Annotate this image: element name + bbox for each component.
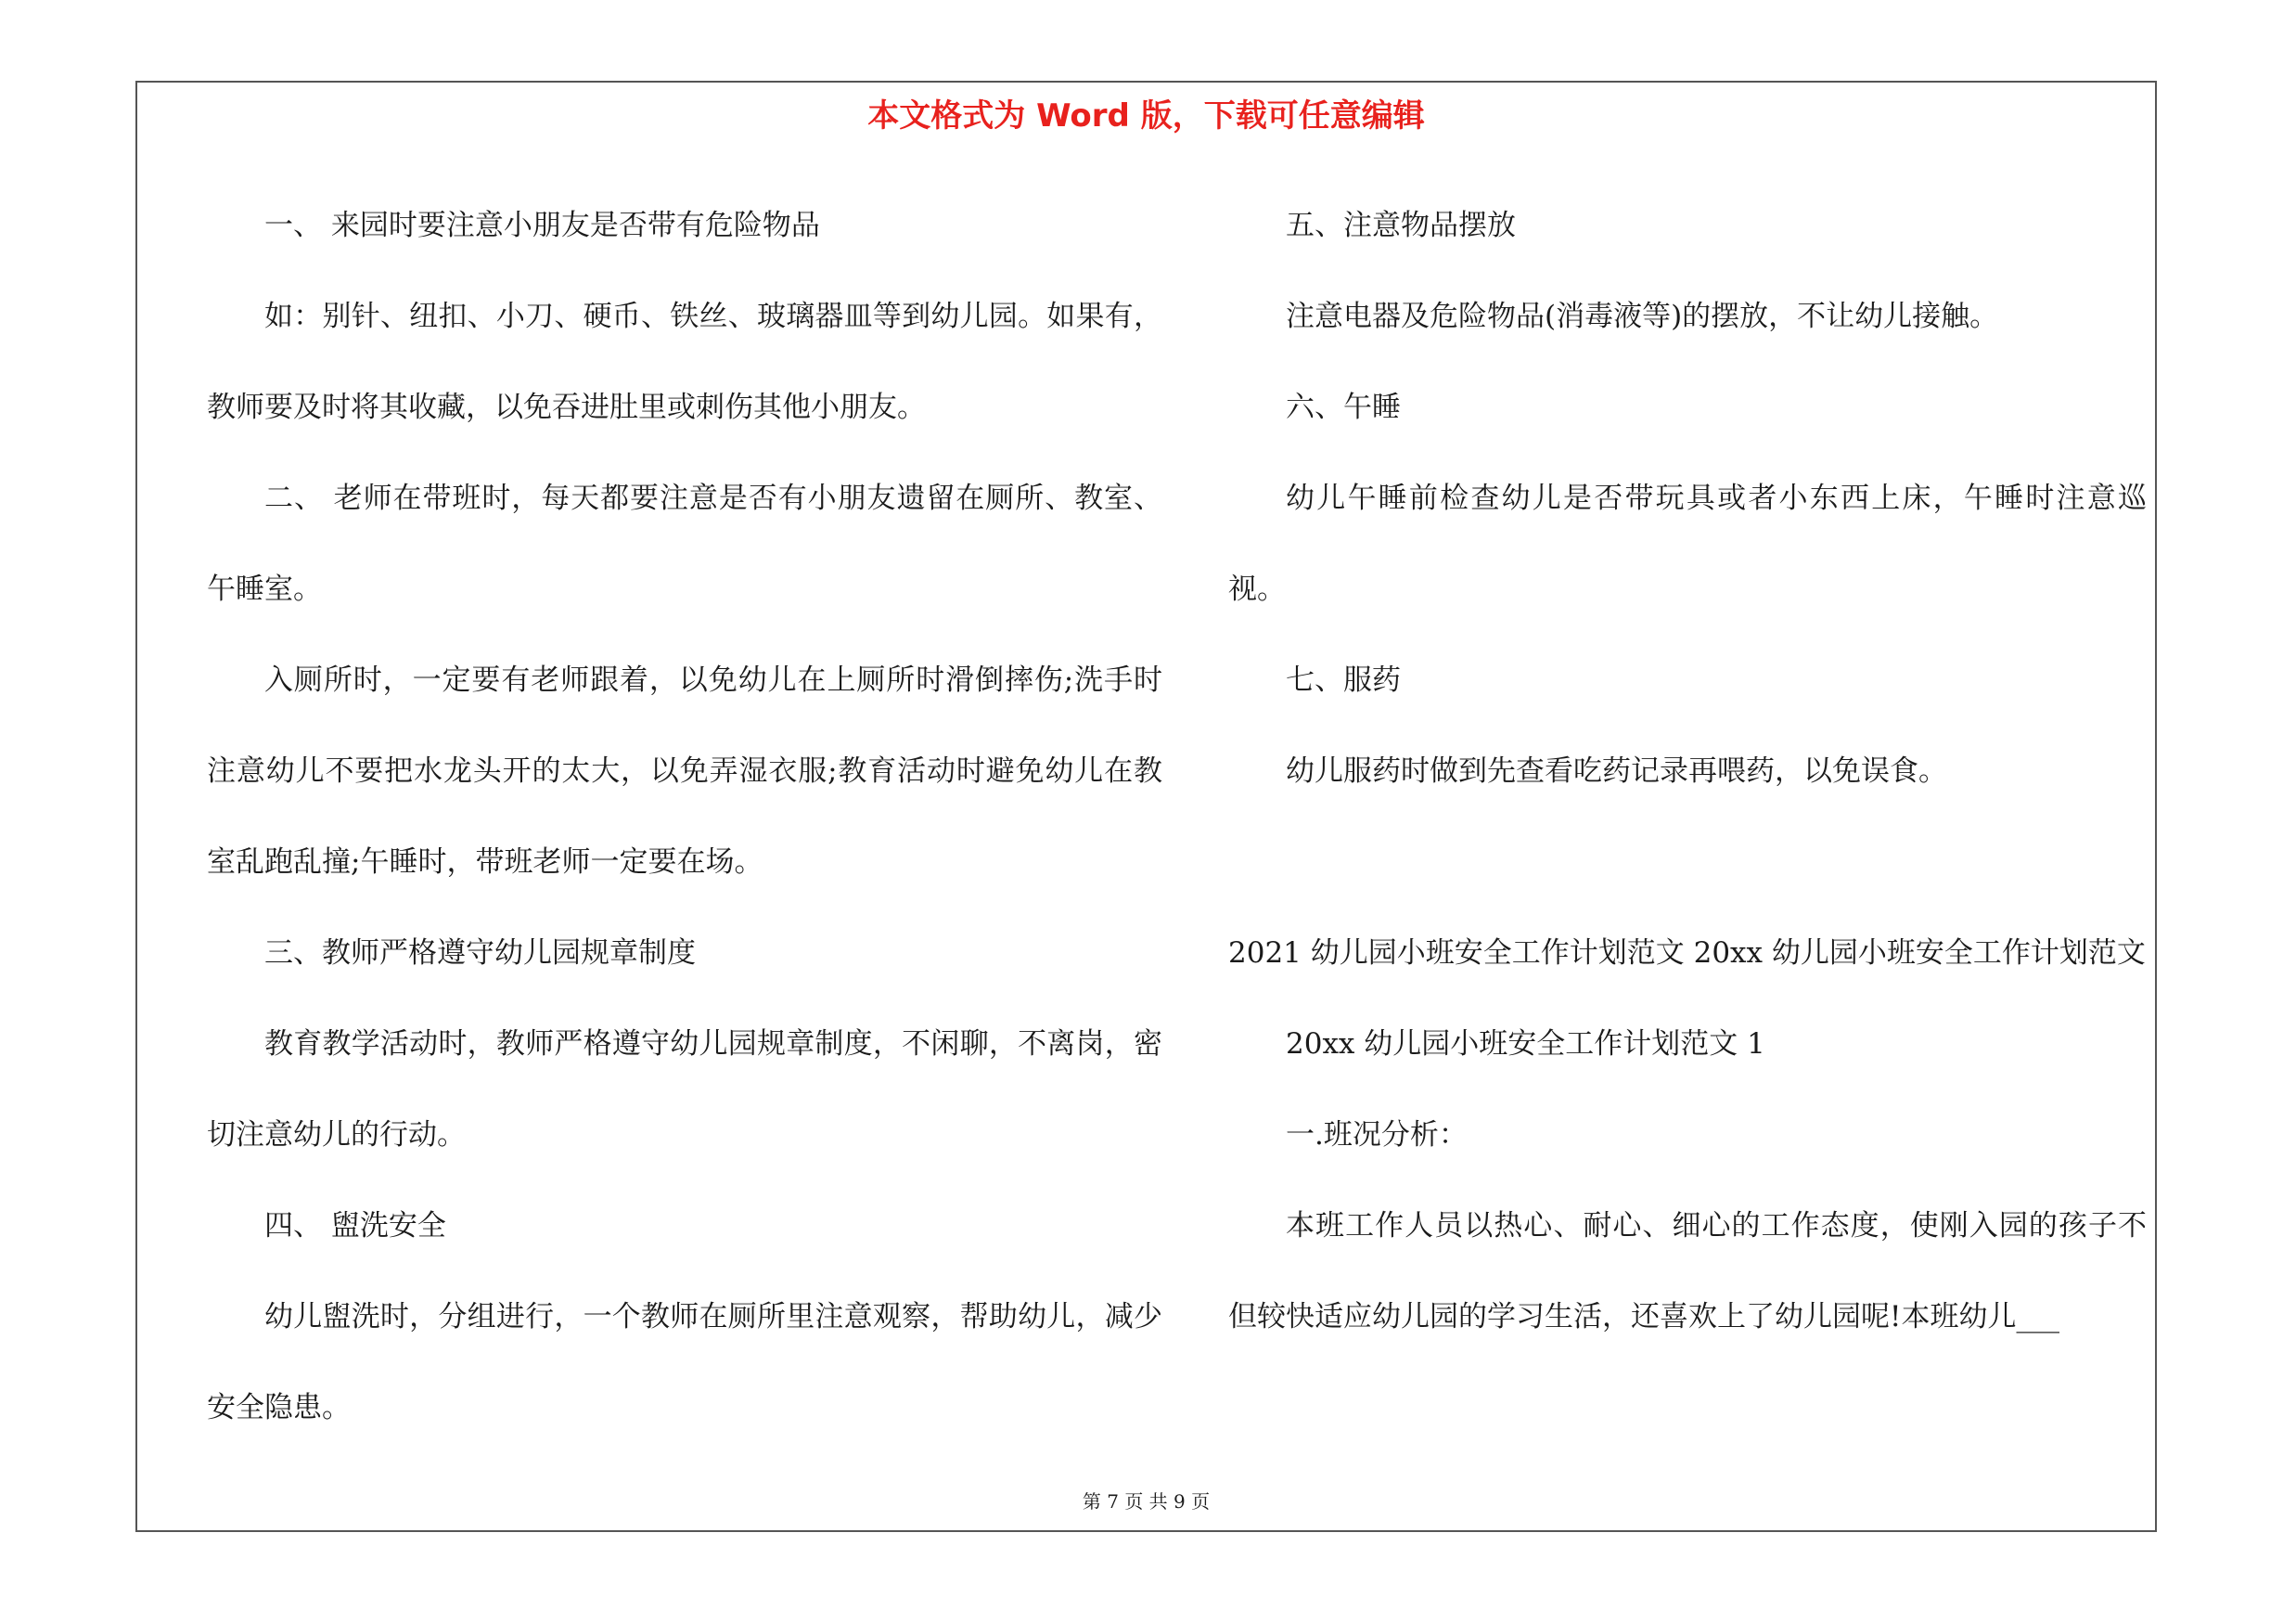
paragraph: 如：别针、纽扣、小刀、硬币、铁丝、玻璃器皿等到幼儿园。如果有，教师要及时将其收藏，以免吞进肚里或刺伤其他小朋友。 (207, 300, 1162, 424)
section-heading-class-analysis: 一.班况分析： (1286, 1118, 1468, 1152)
paragraph-spacer (1228, 817, 2147, 908)
document-page (135, 81, 2157, 1532)
paragraph: 幼儿午睡前检查幼儿是否带玩具或者小东西上床，午睡时注意巡视。 (1228, 482, 2147, 606)
article-subtitle: 20xx 幼儿园小班安全工作计划范文 1 (1286, 1027, 1765, 1061)
article-title: 2021 幼儿园小班安全工作计划范文 20xx 幼儿园小班安全工作计划范文 (1228, 936, 2146, 970)
section-heading-3: 三、教师严格遵守幼儿园规章制度 (264, 936, 696, 970)
section-heading-1: 一、 来园时要注意小朋友是否带有危险物品 (264, 209, 820, 242)
right-column (1228, 180, 2147, 1362)
left-column (207, 180, 1162, 1453)
paragraph: 教育教学活动时，教师严格遵守幼儿园规章制度，不闲聊，不离岗，密切注意幼儿的行动。 (207, 1027, 1162, 1152)
word-format-notice: 本文格式为 Word 版，下载可任意编辑 (867, 97, 1425, 135)
paragraph: 幼儿盥洗时，分组进行，一个教师在厕所里注意观察，帮助幼儿，减少安全隐患。 (207, 1300, 1162, 1424)
section-heading-4: 四、 盥洗安全 (264, 1209, 446, 1243)
paragraph: 入厕所时，一定要有老师跟着，以免幼儿在上厕所时滑倒摔伤;洗手时注意幼儿不要把水龙头开的太大，以免弄湿衣服;教育活动时避免幼儿在教室乱跑乱撞;午睡时，带班老师一定要在场。 (207, 663, 1162, 879)
paragraph: 本班工作人员以热心、耐心、细心的工作态度，使刚入园的孩子不但较快适应幼儿园的学习生活，还喜欢上了幼儿园呢!本班幼儿___ (1228, 1209, 2147, 1333)
section-heading-5: 五、注意物品摆放 (1286, 209, 1516, 242)
section-heading-7: 七、服药 (1286, 663, 1401, 697)
page-number: 第 7 页 共 9 页 (1082, 1490, 1211, 1513)
paragraph: 注意电器及危险物品(消毒液等)的摆放，不让幼儿接触。 (1286, 300, 1999, 333)
paragraph: 幼儿服药时做到先查看吃药记录再喂药，以免误食。 (1286, 754, 1947, 788)
section-heading-6: 六、午睡 (1286, 391, 1401, 424)
section-heading-2: 二、 老师在带班时，每天都要注意是否有小朋友遗留在厕所、教室、午睡室。 (207, 482, 1162, 606)
